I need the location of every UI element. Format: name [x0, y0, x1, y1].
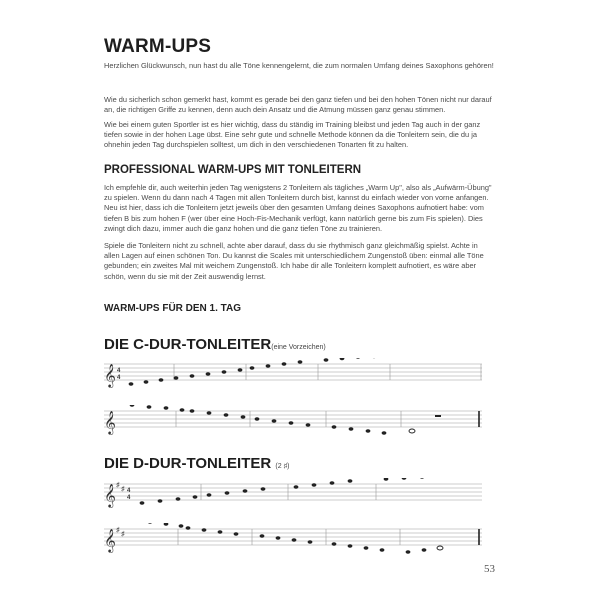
intro-paragraph-2: Wie du sicherlich schon gemerkt hast, kommt es gerade bei den ganz tiefen und bei den hohen Tönen nicht nur darauf an, die richtigen Griffe zu kennen, denn auch dein Ansatz und die Atmung müssen ganz genau stimmen.	[104, 95, 492, 115]
svg-text:4: 4	[127, 488, 131, 494]
svg-text:4: 4	[117, 375, 121, 381]
scale-title-text: DIE D-DUR-TONLEITER	[104, 455, 272, 472]
intro-paragraph-3: Wie bei einem guten Sportler ist es hier wichtig, dass du ständig im Training bleibst und jeden Tag auch in der ganz tiefen sowie in der hohen Lage übst. Eine sehr gute und schnelle Methode können da die Tonleitern sein, die du ja ohnehin jeden Tag durchspielen solltest, um dich in den verschiedenen Tonarten fit zu halten.	[104, 120, 481, 150]
page-title: WARM-UPS	[104, 36, 212, 57]
intro-paragraph-1: Herzlichen Glückwunsch, nun hast du alle Töne kennengelernt, die zum normalen Umfang deines Saxophons gehören!	[104, 61, 494, 70]
scale-title-c-major	[104, 336, 326, 353]
svg-text:𝄞: 𝄞	[104, 528, 116, 552]
scale-title-d-major	[104, 455, 289, 472]
svg-text:♯: ♯	[116, 482, 120, 489]
svg-text:♯: ♯	[121, 531, 125, 538]
scale-title-text: DIE C-DUR-TONLEITER	[104, 336, 272, 353]
section-paragraph-2: Spiele die Tonleitern nicht zu schnell, achte aber darauf, dass du sie rhythmisch ganz gleichmäßig spielst. Achte in allen Lagen auf einen schönen Ton. Du kannst die Scales mit unterschiedlichem Zungenstoß üben: einmal alle Töne gebunden; ein zweites Mal mit weichem Zungenstoß. Ich habe dir alle Tonleitern komplett aufnotiert, es wäre aber schön, wenn du sie mit der Zeit auswendig lernst.	[104, 241, 484, 281]
svg-text:𝄞: 𝄞	[104, 483, 116, 507]
svg-text:4: 4	[127, 495, 131, 501]
day-title: WARM-UPS FÜR DEN 1. TAG	[104, 303, 242, 314]
scale-subtitle: (2 ♯)	[275, 463, 290, 470]
svg-text:♯: ♯	[116, 527, 120, 534]
svg-text:♯: ♯	[121, 486, 125, 493]
page-number: 53	[484, 563, 495, 575]
staff-c-major-descending	[104, 405, 482, 433]
svg-text:𝄞: 𝄞	[104, 363, 116, 387]
staff-c-major-ascending	[104, 358, 482, 386]
scale-subtitle: (eine Vorzeichen)	[271, 344, 326, 351]
section-title: PROFESSIONAL WARM-UPS MIT TONLEITERN	[104, 164, 362, 176]
staff-d-major-ascending	[104, 478, 482, 506]
svg-text:𝄞: 𝄞	[104, 410, 116, 434]
staff-d-major-descending	[104, 523, 482, 551]
svg-text:4: 4	[117, 368, 121, 374]
section-paragraph-1: Ich empfehle dir, auch weiterhin jeden Tag wenigstens 2 Tonleitern als tägliches „Warm Up", also als „Aufwärm-Übung" zu spielen. Wenn du dann nach 4 Tagen mit allen Tonleitern durch bist, kannst du einfach wieder von vorne anfangen. Neu ist hier, dass ich die Tonleitern jetzt jeweils über den gesamten Umfang deines Saxophons aufnotiert habe: vom tiefen B bis zum hohen F (wer über eine Hoch-Fis-Mechanik verfügt, kann natürlich gerne bis zum Fis spielen). Dies zwingt dich dazu, immer auch die ganz hohen und die ganz tiefen Töne zu trainieren.	[104, 183, 492, 233]
